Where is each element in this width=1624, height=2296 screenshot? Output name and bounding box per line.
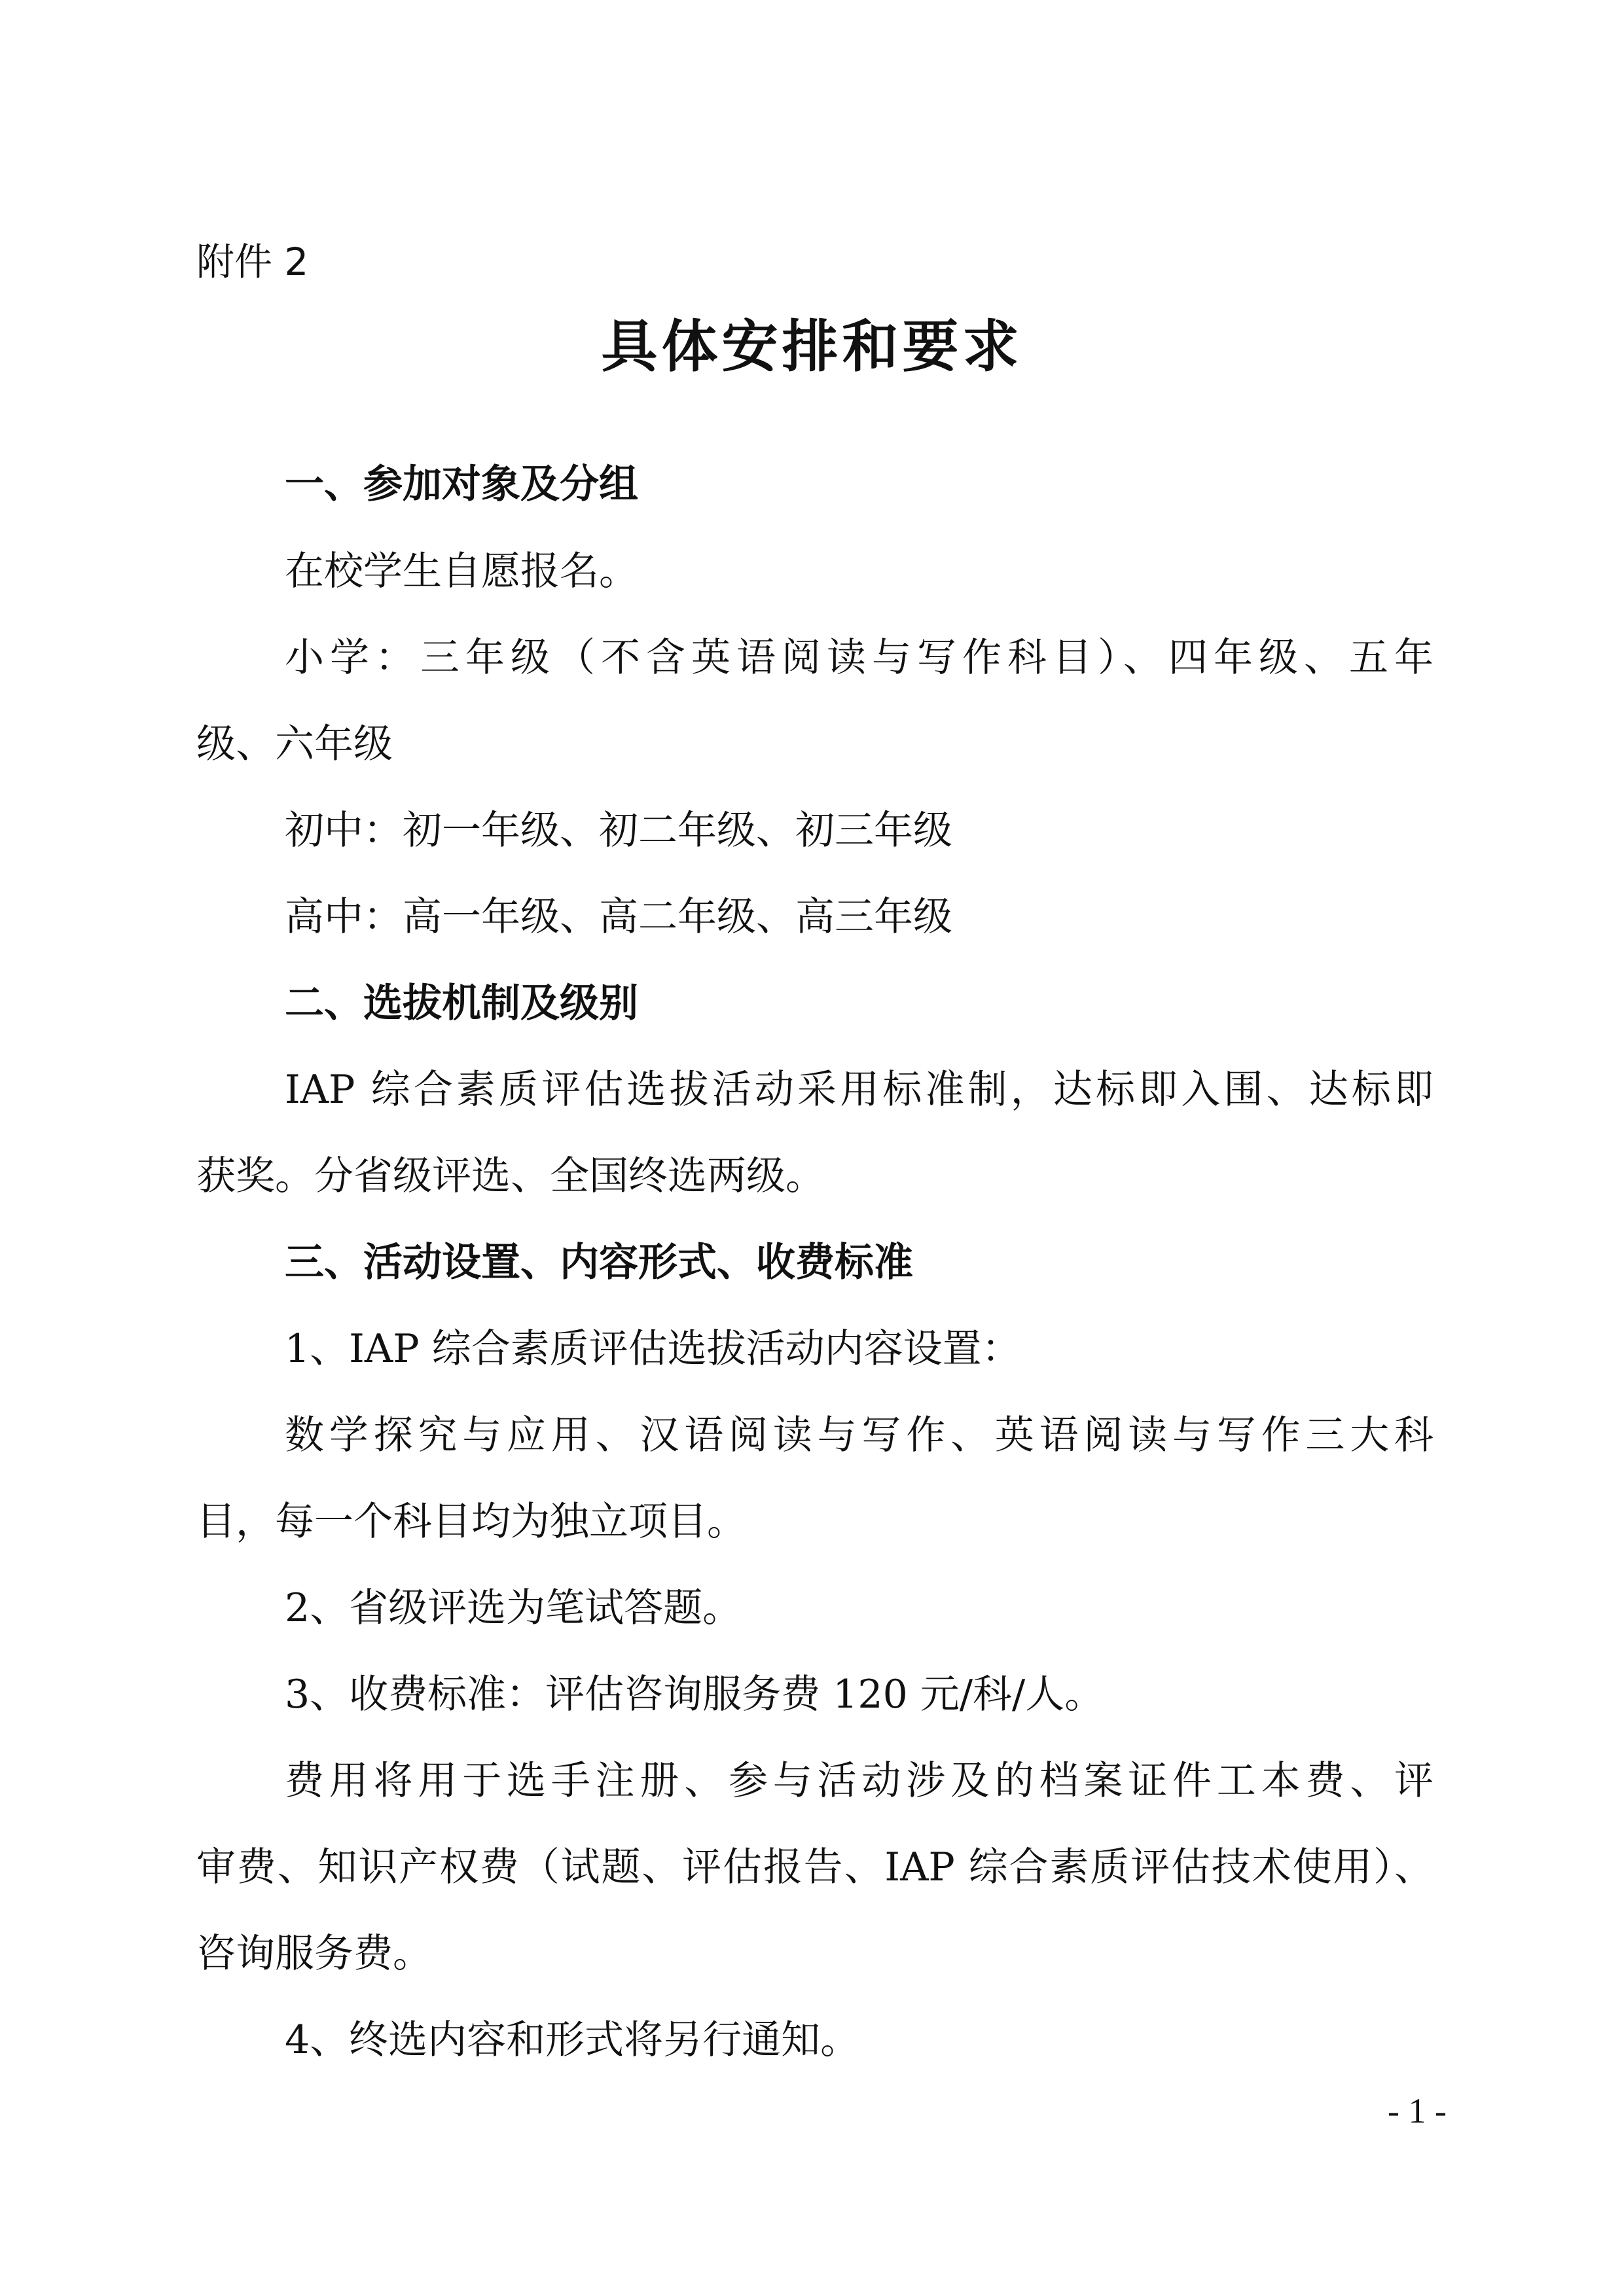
section1-heading: 一、参加对象及分组 (285, 461, 638, 507)
section3-item-3: 3、收费标准：评估咨询服务费 120 元/科/人。 (285, 1672, 1104, 1717)
section3-item-4: 4、终选内容和形式将另行通知。 (285, 2017, 860, 2063)
attachment-label: 附件 2 (196, 240, 309, 284)
section3-item-1-text-line-2: 目，每一个科目均为独立项目。 (196, 1499, 746, 1545)
section2-paragraph-line-1: IAP 综合素质评估选拔活动采用标准制，达标即入围、达标即 (285, 1067, 1434, 1113)
document-title: 具体安排和要求 (601, 314, 1023, 380)
section3-item-1: 1、IAP 综合素质评估选拔活动内容设置： (285, 1326, 1021, 1372)
fee-usage-line-3: 咨询服务费。 (196, 1931, 432, 1977)
senior-high-line: 高中：高一年级、高二年级、高三年级 (285, 894, 952, 940)
primary-school-line-1: 小学：三年级（不含英语阅读与写作科目）、四年级、五年 (285, 635, 1434, 681)
section3-heading: 三、活动设置、内容形式、收费标准 (285, 1240, 913, 1285)
section2-heading: 二、选拔机制及级别 (285, 980, 638, 1026)
fee-usage-line-1: 费用将用于选手注册、参与活动涉及的档案证件工本费、评 (285, 1758, 1434, 1804)
section3-item-1-text-line-1: 数学探究与应用、汉语阅读与写作、英语阅读与写作三大科 (285, 1412, 1434, 1458)
section1-paragraph: 在校学生自愿报名。 (285, 548, 638, 594)
page-number: - 1 - (1388, 2091, 1447, 2130)
primary-school-line-2: 级、六年级 (196, 721, 393, 767)
section3-item-2: 2、省级评选为笔试答题。 (285, 1585, 742, 1631)
section2-paragraph-line-2: 获奖。分省级评选、全国终选两级。 (196, 1153, 825, 1199)
junior-high-line: 初中：初一年级、初二年级、初三年级 (285, 808, 952, 853)
fee-usage-line-2: 审费、知识产权费（试题、评估报告、IAP 综合素质评估技术使用）、 (196, 1844, 1434, 1890)
